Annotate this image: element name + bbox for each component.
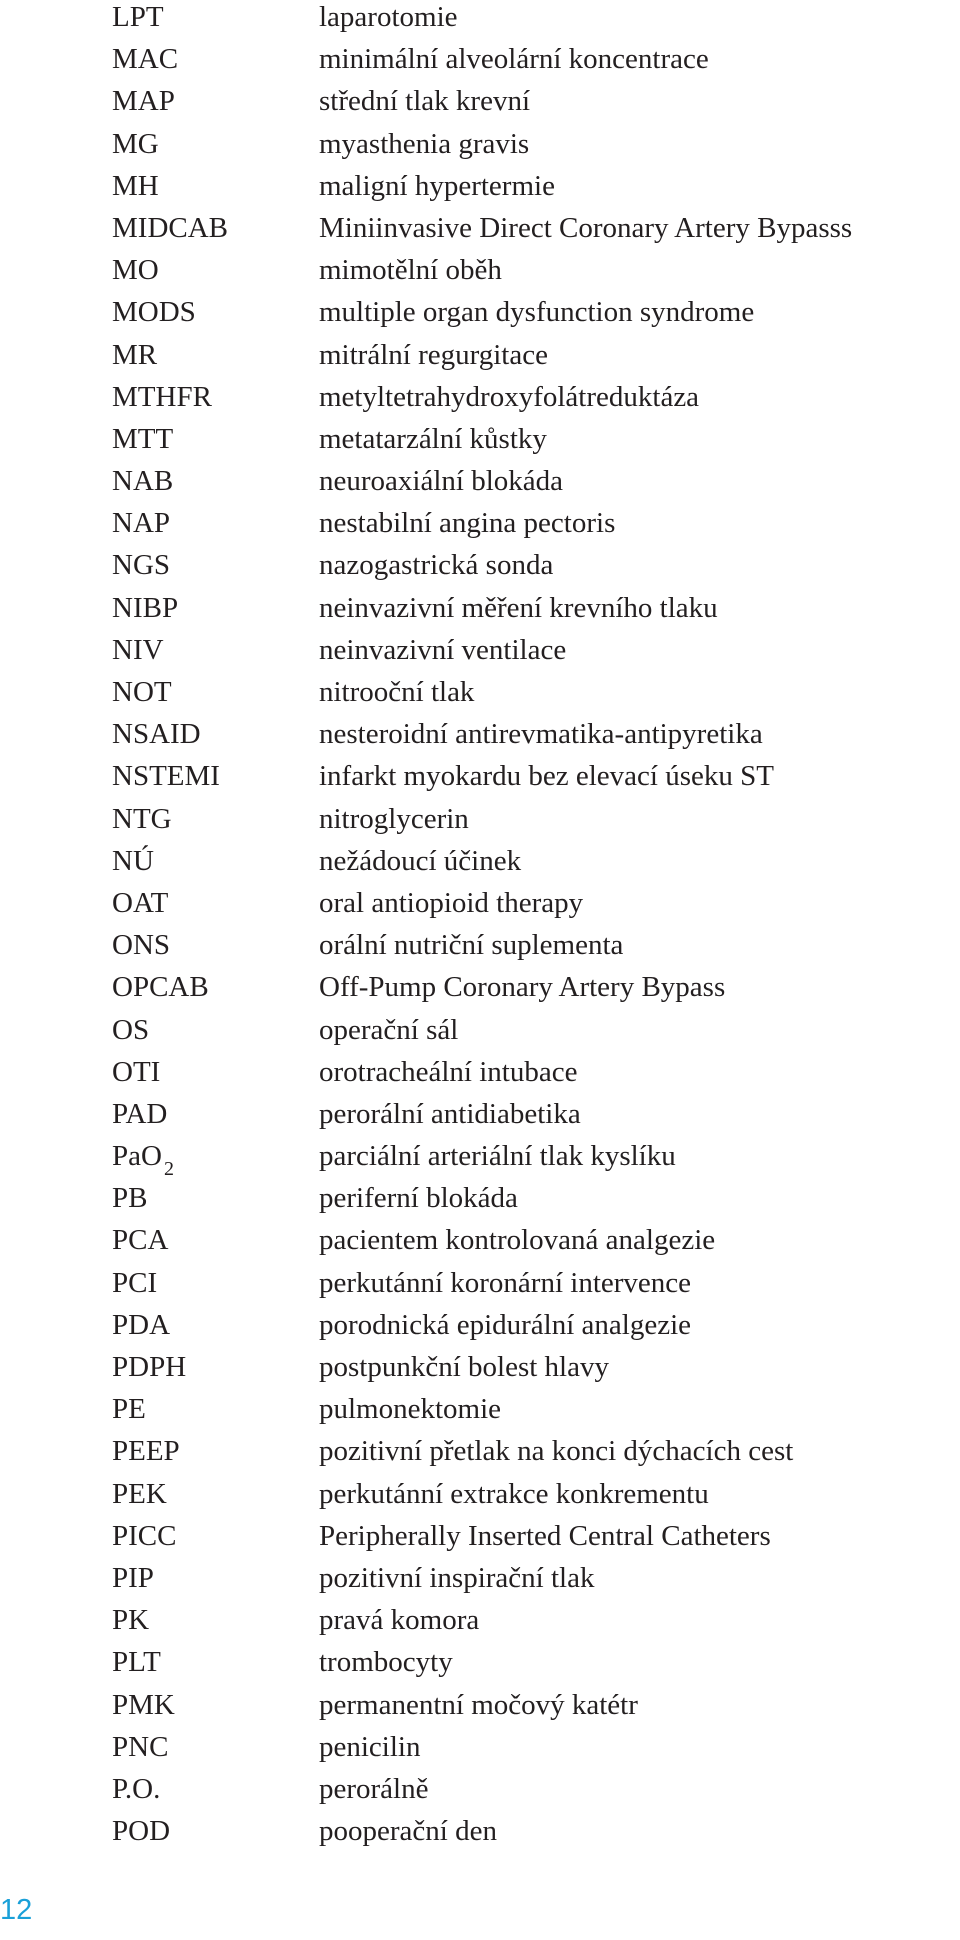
abbreviation-entry	[0, 966, 960, 1008]
abbreviation-term-text: PNC	[112, 1730, 169, 1763]
abbreviation-entry	[0, 882, 960, 924]
abbreviation-term	[112, 460, 173, 502]
abbreviation-definition: porodnická epidurální analgezie	[319, 1308, 692, 1341]
abbreviation-term	[112, 1726, 168, 1768]
abbreviation-term-text: PB	[112, 1182, 148, 1215]
abbreviation-entry	[0, 1219, 960, 1261]
abbreviation-term	[112, 840, 154, 882]
abbreviation-entry	[0, 1768, 960, 1810]
abbreviation-term	[112, 1768, 160, 1810]
abbreviation-term-text: NOT	[112, 676, 172, 708]
abbreviation-entry	[0, 460, 960, 502]
abbreviation-definition: nesteroidní antirevmatika-antipyretika	[319, 718, 763, 751]
abbreviation-term	[112, 376, 212, 418]
abbreviation-term-text: OPCAB	[112, 971, 209, 1004]
abbreviation-definition: pulmonektomie	[319, 1393, 502, 1426]
abbreviation-definition: parciální arteriální tlak kyslíku	[319, 1140, 676, 1173]
abbreviation-term	[112, 882, 168, 924]
abbreviation-entry	[0, 840, 960, 882]
abbreviation-term-text: PCA	[112, 1224, 169, 1257]
abbreviation-term-text: PaO	[112, 1140, 162, 1173]
abbreviation-term-text: NÚ	[112, 844, 154, 877]
abbreviation-term-text: PIP	[112, 1561, 154, 1594]
abbreviation-definition: Peripherally Inserted Central Catheters	[319, 1519, 771, 1552]
abbreviation-term	[112, 1009, 149, 1051]
abbreviation-term	[112, 1051, 160, 1093]
abbreviation-definition: operační sál	[319, 1013, 459, 1046]
abbreviation-term-text: MR	[112, 338, 158, 371]
abbreviation-term-text: MO	[112, 254, 159, 287]
abbreviation-entry	[0, 1093, 960, 1135]
abbreviation-entry	[0, 1051, 960, 1093]
abbreviation-entry	[0, 0, 960, 38]
abbreviation-term	[112, 80, 175, 122]
abbreviation-entry	[0, 249, 960, 291]
abbreviation-term-text: NSAID	[112, 718, 201, 751]
abbreviation-term	[112, 207, 228, 249]
abbreviation-definition: mimotělní oběh	[319, 254, 502, 287]
abbreviation-definition: permanentní močový katétr	[319, 1688, 638, 1721]
abbreviation-entry	[0, 1641, 960, 1683]
abbreviation-definition: perorálně	[319, 1772, 429, 1805]
abbreviation-entry	[0, 123, 960, 165]
abbreviation-term	[112, 1177, 147, 1219]
abbreviation-definition: orotracheální intubace	[319, 1055, 578, 1088]
abbreviation-entry	[0, 1177, 960, 1219]
abbreviation-definition: metyltetrahydroxyfolátreduktáza	[319, 380, 700, 413]
abbreviation-term	[112, 1135, 174, 1180]
abbreviation-subscript: 2	[163, 1158, 174, 1181]
abbreviation-term	[112, 165, 159, 207]
abbreviation-definition: myasthenia gravis	[319, 127, 530, 160]
abbreviation-term	[112, 123, 159, 165]
abbreviation-term-text: OAT	[112, 886, 169, 919]
abbreviation-entry	[0, 1430, 960, 1472]
abbreviation-term	[112, 798, 172, 840]
abbreviation-definition: penicilin	[319, 1730, 421, 1763]
abbreviation-definition: minimální alveolární koncentrace	[319, 43, 709, 76]
abbreviation-definition: Off-Pump Coronary Artery Bypass	[319, 971, 726, 1004]
abbreviation-definition: pozitivní inspirační tlak	[319, 1561, 595, 1594]
abbreviation-entry	[0, 1810, 960, 1852]
abbreviation-definition: nazogastrická sonda	[319, 549, 554, 582]
abbreviation-definition: pravá komora	[319, 1604, 480, 1637]
abbreviation-definition: perorální antidiabetika	[319, 1097, 581, 1130]
abbreviation-term-text: POD	[112, 1815, 171, 1848]
abbreviation-entry	[0, 1009, 960, 1051]
abbreviation-definition: střední tlak krevní	[319, 85, 531, 118]
abbreviation-term	[112, 1599, 149, 1641]
abbreviation-term-text: NAB	[112, 465, 174, 498]
abbreviation-entry	[0, 1304, 960, 1346]
abbreviation-term	[112, 38, 178, 80]
abbreviation-term	[112, 1388, 146, 1430]
abbreviation-term-text: MTHFR	[112, 380, 212, 413]
abbreviation-term	[112, 924, 170, 966]
abbreviation-definition: mitrální regurgitace	[319, 338, 548, 371]
abbreviation-entry	[0, 924, 960, 966]
abbreviation-term-text: OTI	[112, 1055, 161, 1088]
abbreviation-term	[112, 671, 172, 713]
abbreviation-term	[112, 1346, 186, 1388]
abbreviation-term-text: PAD	[112, 1097, 168, 1130]
abbreviation-term-text: MH	[112, 169, 159, 202]
abbreviation-definition: neinvazivní měření krevního tlaku	[319, 591, 718, 624]
abbreviation-term-text: PE	[112, 1393, 146, 1426]
abbreviation-term-text: MG	[112, 127, 159, 160]
abbreviation-entry	[0, 1388, 960, 1430]
abbreviation-definition: multiple organ dysfunction syndrome	[319, 296, 755, 329]
abbreviation-entry	[0, 1726, 960, 1768]
abbreviation-definition: Miniinvasive Direct Coronary Artery Bypasss	[319, 211, 853, 244]
abbreviation-definition: infarkt myokardu bez elevací úseku ST	[319, 760, 774, 793]
abbreviation-definition: nitroglycerin	[319, 802, 469, 835]
abbreviation-definition: metatarzální kůstky	[319, 422, 547, 455]
abbreviation-term	[112, 334, 157, 376]
abbreviation-term	[112, 1093, 167, 1135]
abbreviation-definition: orální nutriční suplementa	[319, 929, 624, 962]
abbreviation-term	[112, 0, 164, 38]
abbreviation-definition: laparotomie	[319, 1, 458, 33]
abbreviation-entry	[0, 1684, 960, 1726]
abbreviation-term-text: MTT	[112, 422, 174, 455]
abbreviation-entry	[0, 755, 960, 797]
abbreviation-entry	[0, 1346, 960, 1388]
abbreviation-term	[112, 291, 196, 333]
abbreviation-definition: perkutánní koronární intervence	[319, 1266, 692, 1299]
abbreviation-term	[112, 1515, 176, 1557]
abbreviation-entry	[0, 1599, 960, 1641]
abbreviation-definition: neuroaxiální blokáda	[319, 465, 563, 498]
abbreviation-entry	[0, 798, 960, 840]
abbreviation-term-text: MAP	[112, 85, 175, 118]
abbreviation-term-text: MAC	[112, 43, 179, 76]
abbreviation-term-text: LPT	[112, 1, 164, 33]
abbreviation-term	[112, 1557, 154, 1599]
abbreviation-term-text: PK	[112, 1604, 150, 1637]
abbreviation-term-text: NAP	[112, 507, 171, 540]
abbreviation-entry	[0, 207, 960, 249]
abbreviation-entry	[0, 80, 960, 122]
abbreviation-term-text: PICC	[112, 1519, 177, 1552]
abbreviation-entry	[0, 1515, 960, 1557]
page-number: 12	[0, 1894, 33, 1926]
abbreviation-entry	[0, 544, 960, 586]
abbreviation-term-text: NIV	[112, 633, 164, 666]
abbreviation-term	[112, 629, 164, 671]
abbreviation-term	[112, 1219, 168, 1261]
abbreviation-term-text: PDA	[112, 1308, 171, 1341]
abbreviation-term	[112, 418, 173, 460]
abbreviation-term-text: NSTEMI	[112, 760, 220, 793]
abbreviation-definition: nežádoucí účinek	[319, 844, 522, 877]
abbreviation-definition: neinvazivní ventilace	[319, 633, 567, 666]
abbreviation-definition: nitrooční tlak	[319, 676, 475, 708]
abbreviation-entry	[0, 1262, 960, 1304]
abbreviation-entry	[0, 1135, 960, 1181]
abbreviation-entry	[0, 376, 960, 418]
abbreviation-definition: postpunkční bolest hlavy	[319, 1351, 609, 1383]
abbreviation-term	[112, 502, 170, 544]
abbreviation-term-text: PDPH	[112, 1351, 187, 1383]
abbreviation-entry	[0, 38, 960, 80]
abbreviation-term	[112, 1810, 170, 1852]
abbreviation-definition: pacientem kontrolovaná analgezie	[319, 1224, 716, 1257]
abbreviation-term-text: PEK	[112, 1477, 167, 1510]
abbreviation-term-text: P.O.	[112, 1772, 161, 1805]
abbreviation-term-text: PLT	[112, 1646, 161, 1679]
abbreviation-term	[112, 713, 201, 755]
abbreviation-entry	[0, 291, 960, 333]
abbreviation-entry	[0, 418, 960, 460]
abbreviation-term-text: PCI	[112, 1266, 158, 1299]
abbreviation-entry	[0, 1473, 960, 1515]
abbreviation-term-text: PMK	[112, 1688, 175, 1721]
abbreviation-definition: nestabilní angina pectoris	[319, 507, 616, 540]
abbreviation-entry	[0, 1557, 960, 1599]
abbreviation-entry	[0, 629, 960, 671]
abbreviation-definition: pozitivní přetlak na konci dýchacích cest	[319, 1435, 794, 1468]
abbreviation-definition: maligní hypertermie	[319, 169, 555, 202]
abbreviation-term-text: MIDCAB	[112, 211, 229, 244]
abbreviation-term	[112, 544, 170, 586]
abbreviation-term-text: NIBP	[112, 591, 179, 624]
abbreviation-entry	[0, 713, 960, 755]
abbreviation-entry	[0, 671, 960, 713]
abbreviation-term	[112, 249, 159, 291]
abbreviation-definition: pooperační den	[319, 1815, 497, 1848]
abbreviation-term	[112, 587, 178, 629]
abbreviation-term	[112, 966, 209, 1008]
abbreviation-term	[112, 1262, 157, 1304]
abbreviation-term-text: NTG	[112, 802, 172, 835]
abbreviation-term	[112, 1304, 170, 1346]
abbreviation-term-text: PEEP	[112, 1435, 180, 1468]
abbreviation-entry	[0, 502, 960, 544]
abbreviation-term	[112, 1684, 175, 1726]
abbreviation-term-text: OS	[112, 1013, 150, 1046]
abbreviation-entry	[0, 334, 960, 376]
abbreviation-term-text: NGS	[112, 549, 171, 582]
abbreviation-term-text: MODS	[112, 296, 196, 329]
abbreviation-term	[112, 755, 220, 797]
abbreviation-term	[112, 1473, 167, 1515]
abbreviation-term	[112, 1641, 161, 1683]
abbreviation-term	[112, 1430, 180, 1472]
abbreviation-definition: periferní blokáda	[319, 1182, 518, 1215]
abbreviation-entry	[0, 165, 960, 207]
abbreviation-definition: perkutánní extrakce konkrementu	[319, 1477, 709, 1510]
abbreviation-term-text: ONS	[112, 929, 171, 962]
abbreviation-entry	[0, 587, 960, 629]
abbreviation-definition: trombocyty	[319, 1646, 453, 1679]
abbreviation-definition: oral antiopioid therapy	[319, 886, 584, 919]
